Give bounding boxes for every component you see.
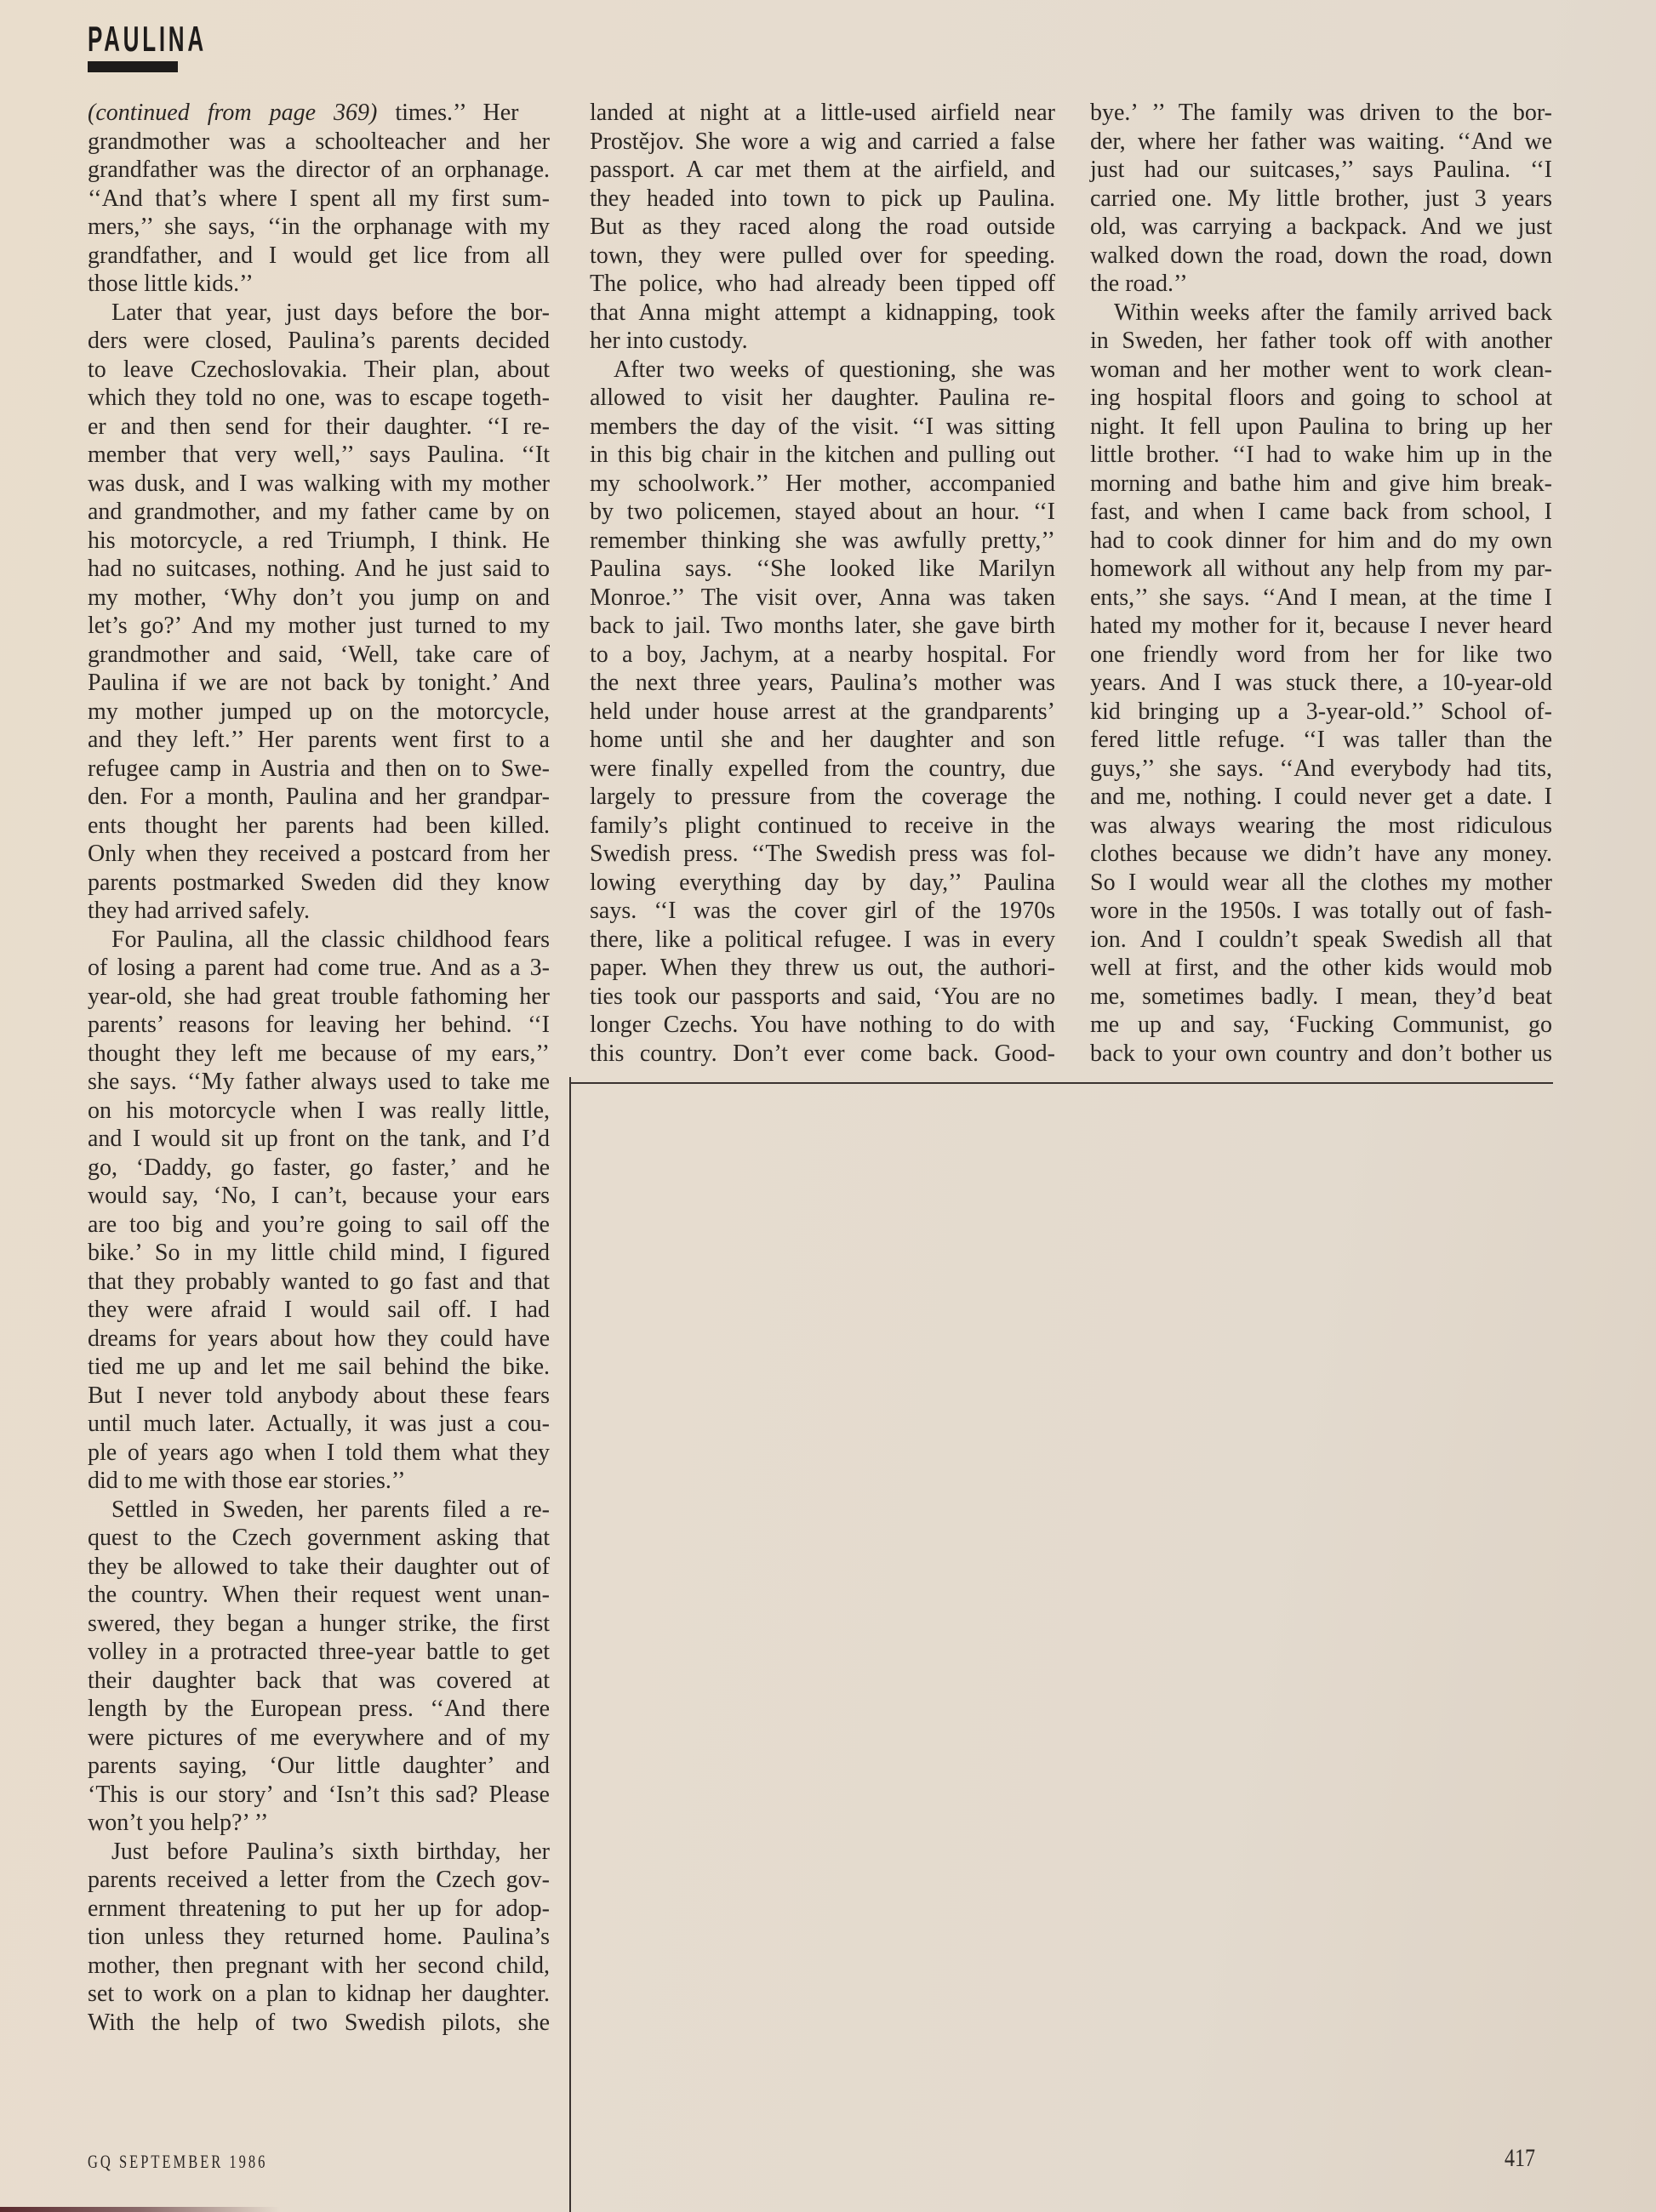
text-line: parents’ reasons for leaving her behind. ‘‘I [88,1012,550,1038]
text-line: that Anna might attempt a kidnapping, took [590,299,1055,326]
text-line: dreams for years about how they could have [88,1325,550,1352]
text-line: my mother, ‘Why don’t you jump on and [88,584,550,611]
text-line: did to me with those ear stories.’’ [88,1468,406,1494]
text-line: ‘‘And that’s where I spent all my first sum- [88,185,550,212]
text-line: there, like a political refugee. I was in every [590,926,1055,953]
text-line: the next three years, Paulina’s mother was [590,670,1055,696]
text-line: and me, nothing. I could never get a date. I [1090,784,1552,810]
article-column-1 [88,99,550,2037]
text-line: had to cook dinner for him and do my own [1090,527,1552,554]
page-number: 417 [1505,2144,1535,2172]
paragraph [88,299,550,926]
paragraph [1090,299,1552,1069]
text-line: ion. And I couldn’t speak Swedish all that [1090,926,1552,953]
text-line-content: times.’’ Her [377,100,519,126]
text-line: to leave Czechoslovakia. Their plan, about [88,356,550,383]
text-line: and they left.’’ Her parents went first to a [88,727,550,753]
text-line: lowing everything day by day,’’ Paulina [590,869,1055,896]
paragraph [590,356,1055,1069]
text-line: was always wearing the most ridiculous [1090,812,1552,839]
text-line: old, was carrying a backpack. And we just [1090,214,1552,240]
text-line: bike.’ So in my little child mind, I figured [88,1240,550,1266]
text-line: Swedish press. ‘‘The Swedish press was fol- [590,841,1055,867]
text-line: parents received a letter from the Czech gov- [88,1867,550,1893]
text-line: until much later. Actually, it was just a cou- [88,1411,550,1437]
text-line: to a boy, Jachym, at a nearby hospital. For [590,641,1055,668]
text-line: allowed to visit her daughter. Paulina re- [590,385,1055,411]
article-column-3 [1090,99,1552,1068]
text-line: she says. ‘‘My father always used to take me [88,1069,550,1095]
text-line: me up and say, ‘Fucking Communist, go [1090,1012,1552,1038]
text-line: With the help of two Swedish pilots, she [88,2009,550,2036]
paragraph [1090,99,1552,299]
text-line: back to your own country and don’t bother us [1090,1040,1552,1067]
text-line: ents thought her parents had been killed. [88,812,550,839]
text-line: Paulina if we are not back by tonight.’ And [88,670,550,696]
text-line: So I would wear all the clothes my mother [1090,869,1552,896]
text-line: this country. Don’t ever come back. Good- [590,1040,1055,1067]
text-line: wore in the 1950s. I was totally out of fash- [1090,898,1552,924]
text-line: by two policemen, stayed about an hour. ‘‘I [590,499,1055,525]
text-line: set to work on a plan to kidnap her daughter. [88,1981,550,2007]
text-line: grandfather was the director of an orphanage. [88,157,550,183]
text-line: back to jail. Two months later, she gave birth [590,613,1055,639]
text-line: For Paulina, all the classic childhood fears [111,926,550,953]
continued-from-label: (continued from page 369) [88,100,378,126]
text-line: ple of years ago when I told them what they [88,1439,550,1466]
text-line: der, where her father was waiting. ‘‘And we [1090,128,1552,155]
text-line: longer Czechs. You have nothing to do with [590,1012,1055,1038]
text-line: Later that year, just days before the bor- [111,299,550,326]
text-line: years. And I was stuck there, a 10-year-old [1090,670,1552,696]
text-line: mers,’’ she says, ‘‘in the orphanage with my [88,214,550,240]
column-divider-horizontal [569,1082,1553,1084]
text-line: grandmother was a schoolteacher and her [88,128,550,155]
text-line: walked down the road, down the road, down [1090,242,1552,269]
text-line: says. ‘‘I was the cover girl of the 1970s [590,898,1055,924]
text-line: Monroe.’’ The visit over, Anna was taken [590,584,1055,611]
text-line: volley in a protracted three-year battle to get [88,1639,550,1665]
text-line: night. It fell upon Paulina to bring up her [1090,413,1552,440]
text-line: largely to pressure from the coverage the [590,784,1055,810]
text-line: grandmother and said, ‘Well, take care of [88,641,550,668]
text-line: passport. A car met them at the airfield, and [590,157,1055,183]
text-line: parents postmarked Sweden did they know [88,869,550,896]
text-line: Only when they received a postcard from her [88,841,550,867]
text-line: grandfather, and I would get lice from all [88,242,550,269]
text-line: quest to the Czech government asking that [88,1525,550,1551]
text-line: Settled in Sweden, her parents filed a re- [111,1496,550,1523]
text-line: would say, ‘No, I can’t, because your ears [88,1183,550,1209]
text-line: ders were closed, Paulina’s parents decided [88,328,550,354]
article-column-2 [590,99,1055,1068]
text-line: his motorcycle, a red Triumph, I think. He [88,527,550,554]
text-line: Prostějov. She wore a wig and carried a false [590,128,1055,155]
paragraph [88,1496,550,1838]
text-line: held under house arrest at the grandparents’ [590,698,1055,725]
page-edge-strip [0,2207,281,2212]
text-line: mother, then pregnant with her second child, [88,1952,550,1979]
text-line: on his motorcycle when I was really little, [88,1097,550,1124]
text-line: was dusk, and I was walking with my mother [88,470,550,497]
text-line: fast, and when I came back from school, I [1090,499,1552,525]
text-line: which they told no one, was to escape togeth- [88,385,550,411]
text-line: ents,’’ she says. ‘‘And I mean, at the time I [1090,584,1552,611]
text-line: homework all without any help from my par- [1090,556,1552,582]
text-line: woman and her mother went to work clean- [1090,356,1552,383]
text-line: carried one. My little brother, just 3 years [1090,185,1552,212]
text-line: fered little refuge. ‘‘I was taller than the [1090,727,1552,753]
text-line: year-old, she had great trouble fathoming her [88,983,550,1010]
text-line: length by the European press. ‘‘And there [88,1696,550,1722]
text-line: the country. When their request went unan- [88,1582,550,1608]
text-line: ties took our passports and said, ‘You are no [590,983,1055,1010]
text-line: me, sometimes badly. I mean, they’d beat [1090,983,1552,1010]
text-line: and I would sit up front on the tank, and I’d [88,1126,550,1152]
text-line: they headed into town to pick up Paulina. [590,185,1055,212]
paragraph [88,1838,550,2038]
text-line: kid bringing up a 3-year-old.’’ School of- [1090,698,1552,725]
text-line: had no suitcases, nothing. And he just said to [88,556,550,582]
text-line: they be allowed to take their daughter out of [88,1553,550,1580]
text-line: Just before Paulina’s sixth birthday, her [111,1838,550,1865]
text-line: those little kids.’’ [88,271,254,297]
text-line: just had our suitcases,’’ says Paulina. ‘‘I [1090,157,1552,183]
paragraph [590,99,1055,356]
text-line: were pictures of me everywhere and of my [88,1724,550,1751]
text-line: den. For a month, Paulina and her grandpar- [88,784,550,810]
text-line: parents saying, ‘Our little daughter’ and [88,1753,550,1779]
text-line: members the day of the visit. ‘‘I was sitting [590,413,1055,440]
text-line: of losing a parent had come true. And as a 3- [88,955,550,981]
text-line: home until she and her daughter and son [590,727,1055,753]
text-line: ing hospital floors and going to school at [1090,385,1552,411]
text-line: go, ‘Daddy, go faster, go faster,’ and he [88,1154,550,1181]
text-line: family’s plight continued to receive in the [590,812,1055,839]
text-line: they were afraid I would sail off. I had [88,1297,550,1323]
text-line [88,99,550,128]
text-line: won’t you help?’ ’’ [88,1810,269,1836]
text-line: bye.’ ’’ The family was driven to the bor- [1090,100,1552,126]
text-line: tion unless they returned home. Paulina’s [88,1924,550,1950]
text-line: tied me up and let me sail behind the bike. [88,1354,550,1380]
text-line: their daughter back that was covered at [88,1667,550,1694]
text-line: one friendly word from her for like two [1090,641,1552,668]
text-line: my schoolwork.’’ Her mother, accompanied [590,470,1055,497]
text-line: they had arrived safely. [88,898,310,924]
paragraph [88,926,550,1496]
publication-footer: GQ SEPTEMBER 1986 [88,2151,268,2172]
text-line: her into custody. [590,328,748,354]
text-line: morning and bathe him and give him break- [1090,470,1552,497]
kicker-underline-bar [88,61,178,72]
text-line: in Sweden, her father took off with another [1090,328,1552,354]
text-line: town, they were pulled over for speeding. [590,242,1055,269]
text-line: are too big and you’re going to sail off the [88,1211,550,1238]
text-line: hated my mother for it, because I never heard [1090,613,1552,639]
text-line: paper. When they threw us out, the authori- [590,955,1055,981]
text-line: thought they left me because of my ears,’’ [88,1040,550,1067]
text-line: Paulina says. ‘‘She looked like Marilyn [590,556,1055,582]
text-line: ‘This is our story’ and ‘Isn’t this sad? Please [88,1781,550,1808]
text-line: er and then send for their daughter. ‘‘I re- [88,413,550,440]
text-line: landed at night at a little-used airfield near [590,100,1055,126]
text-line: swered, they began a hunger strike, the first [88,1610,550,1637]
text-line: the road.’’ [1090,271,1188,297]
text-line: But I never told anybody about these fears [88,1382,550,1409]
text-line: were finally expelled from the country, due [590,755,1055,782]
text-line: little brother. ‘‘I had to wake him up in the [1090,442,1552,468]
text-line: my mother jumped up on the motorcycle, [88,698,550,725]
text-line: After two weeks of questioning, she was [614,356,1055,383]
text-line: well at first, and the other kids would mob [1090,955,1552,981]
paragraph [88,99,550,299]
text-line: in this big chair in the kitchen and pulling out [590,442,1055,468]
text-line: refugee camp in Austria and then on to Swe- [88,755,550,782]
column-divider-vertical [569,1077,571,2212]
section-kicker: PAULINA [88,19,207,59]
text-line: clothes because we didn’t have any money. [1090,841,1552,867]
text-line: ernment threatening to put her up for adop- [88,1895,550,1922]
text-line: But as they raced along the road outside [590,214,1055,240]
text-line: let’s go?’ And my mother just turned to my [88,613,550,639]
text-line: and grandmother, and my father came by on [88,499,550,525]
text-line: that they probably wanted to go fast and that [88,1268,550,1295]
text-line: Within weeks after the family arrived back [1114,299,1552,326]
text-line: member that very well,’’ says Paulina. ‘‘It [88,442,550,468]
text-line: The police, who had already been tipped off [590,271,1055,297]
text-line: guys,’’ she says. ‘‘And everybody had tits, [1090,755,1552,782]
text-line: remember thinking she was awfully pretty,’’ [590,527,1055,554]
